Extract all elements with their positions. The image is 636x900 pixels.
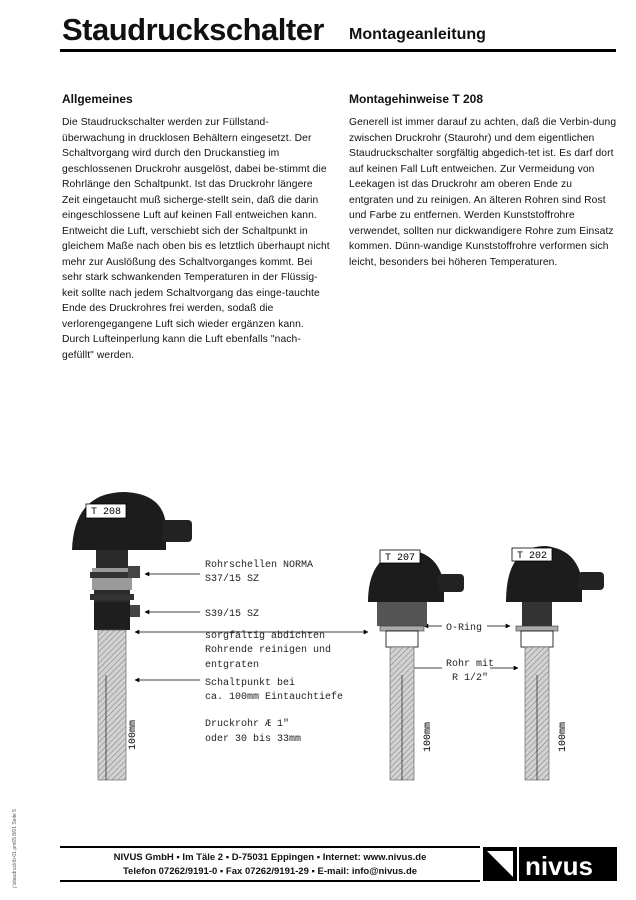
cable-gland — [578, 572, 604, 590]
footer-rule — [60, 880, 480, 882]
pressure-pipe — [98, 630, 126, 780]
switch-t202 — [506, 546, 604, 780]
clamp2-label: S39/15 SZ — [205, 609, 260, 620]
paragraph: Die Staudruckschalter werden zur Füllstand-überwachung in drucklosen Behältern eingesetzt. Der Schaltvorgang wird durch den Druckanstieg im geschlossenen Druckrohr ausgelöst, dabei be-stimmt die Rohrlänge den Schaltpunkt. Ist das Druckrohr längere Zeit eingetaucht muß sicherge-stellt sein, daß die darin eingeschlossene Luft auf keinen Fall entweichen kann. Entweicht die Luft, verschiebt sich der Schaltpunkt in gleichem Maße nach oben bis es letztlich überhaupt nicht mehr zur Auslößung des Schaltvorganges kommt. Bei sehr stark schwankenden Temperaturen in der Flüssig-keit sollte nach jedem Schaltvorgang das einge-tauchte Ende des Druckrohres frei werden, sodaß die verlorengegangene Luft sich wieder ergänzen kann. — [62, 117, 330, 330]
switch-t208 — [72, 492, 192, 780]
adapter — [521, 631, 553, 647]
logo-wordmark: nivus — [525, 851, 593, 881]
document-subtitle: Montageanleitung — [349, 26, 486, 43]
type-label-t208: T 208 — [91, 507, 122, 518]
registered-mark: ® — [609, 850, 615, 857]
clamp1-label: S37/15 SZ — [205, 574, 260, 585]
switch-head — [72, 492, 166, 550]
oring-label: O-Ring — [446, 623, 483, 634]
type-label-t207: T 207 — [385, 553, 416, 564]
seal-label-2: Rohrende reinigen und — [205, 645, 332, 656]
document-title: Staudruckschalter — [62, 12, 324, 47]
type-label-t202: T 202 — [517, 551, 548, 562]
file-reference: j:\staudruck\b-01.pm65 8/01 Seite 5 — [12, 809, 18, 888]
pipe-label-1: Druckrohr Æ 1" — [205, 719, 290, 730]
o-ring — [516, 626, 558, 631]
mounting-diagram — [0, 490, 636, 800]
section-body-montagehinweise — [349, 115, 619, 270]
clamp-title-label: Rohrschellen NORMA — [205, 560, 314, 571]
footer-address: NIVUS GmbH ▪ Im Täle 2 ▪ D-75031 Eppingen ▪ Internet: www.nivus.de — [113, 852, 427, 863]
nivus-logo — [483, 845, 619, 885]
hose-clamp — [90, 594, 134, 600]
section-body-allgemeines — [62, 115, 330, 363]
dimension-label: 100mm — [423, 721, 434, 752]
seal-label-1: sorgfältig abdichten — [205, 631, 326, 642]
rubber-sleeve — [94, 602, 130, 630]
footer-contact: Telefon 07262/9191-0 ▪ Fax 07262/9191-29 ▪ E-mail: info@nivus.de — [122, 866, 418, 877]
cable-gland — [162, 520, 192, 542]
thread-section — [377, 602, 427, 626]
dimension-label: 100mm — [128, 719, 139, 750]
section-heading-allgemeines: Allgemeines — [62, 92, 133, 106]
dimension-label: 100mm — [558, 721, 569, 752]
o-ring — [380, 626, 424, 631]
switchpoint-label-2: ca. 100mm Eintauchtiefe — [205, 692, 344, 703]
pipe-label-2: oder 30 bis 33mm — [205, 734, 302, 745]
pipe-thread-label-1: Rohr mit — [446, 659, 495, 670]
header-rule — [60, 49, 616, 52]
switchpoint-label-1: Schaltpunkt bei — [205, 678, 296, 689]
section-heading-montagehinweise: Montagehinweise T 208 — [349, 92, 484, 106]
hose-sleeve — [92, 568, 132, 590]
pipe-thread-label-2: R 1/2" — [452, 673, 489, 684]
paragraph: Generell ist immer darauf zu achten, daß die Verbin-dung zwischen Druckrohr (Staurohr) und dem eigentlichen Staudruckschalter sorgfältig abgedich-tet ist. Es darf dort auf keinen Fall Luft entweichen. Zur Vermeidung von Leekagen ist das Druckrohr am oberen Ende zu entgraten und zu reinigen. An älteren Rohren sind Rost und Farbe zu entfernen. Werden Kunststoffrohre verwendet, sollten nur dickwandigere Rohre zum Einsatz kommen. Dünn-wandige Kunststoffrohre verformen sich leicht, besonders bei höheren Temperaturen. — [349, 117, 617, 268]
adapter — [386, 631, 418, 647]
cable-gland — [438, 574, 464, 592]
paragraph: Durch Lufteinperlung kann die Luft ebenfalls "nach-gefüllt" werden. — [62, 334, 301, 361]
switch-neck — [96, 550, 128, 568]
clamp-screw — [128, 566, 140, 578]
seal-label-3: entgraten — [205, 660, 260, 671]
thread-section — [522, 602, 552, 626]
footer-rule — [60, 846, 480, 848]
hose-clamp — [90, 572, 134, 578]
